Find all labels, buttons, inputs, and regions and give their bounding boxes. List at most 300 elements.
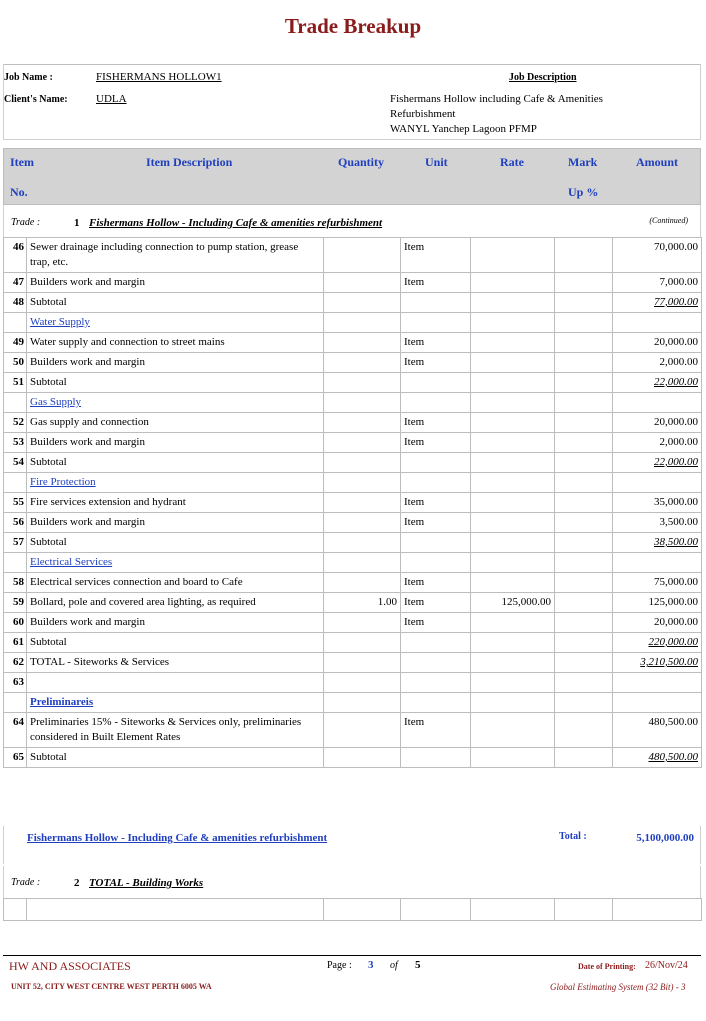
trade-2-bar	[3, 866, 701, 898]
item-markup	[555, 613, 613, 633]
item-amount-text: 7,000.00	[659, 276, 698, 288]
item-description-text: Electrical services connection and board to Cafe	[30, 576, 243, 588]
item-description-text: Gas supply and connection	[30, 416, 149, 428]
item-number	[4, 453, 27, 473]
item-quantity	[324, 653, 401, 673]
header-no: No.	[10, 185, 28, 199]
trade-label: Trade :	[11, 217, 41, 228]
item-description-text: Gas Supply	[30, 396, 82, 408]
footer-page-number: 3	[368, 959, 374, 971]
item-number	[4, 473, 27, 493]
item-markup	[555, 513, 613, 533]
item-number-text: 58	[13, 576, 24, 588]
item-unit-text: Item	[404, 576, 425, 588]
item-number-text: 46	[13, 241, 24, 253]
item-markup	[555, 433, 613, 453]
table-row	[4, 533, 702, 553]
item-unit-text: Item	[404, 416, 425, 428]
item-markup	[555, 473, 613, 493]
item-description	[27, 653, 324, 673]
item-amount	[613, 513, 702, 533]
item-quantity	[324, 293, 401, 313]
item-markup	[555, 293, 613, 313]
item-markup	[555, 653, 613, 673]
item-description	[27, 238, 324, 273]
item-rate-text: 125,000.00	[501, 596, 551, 608]
item-number-text: 47	[13, 276, 24, 288]
item-unit	[401, 273, 471, 293]
item-quantity	[324, 613, 401, 633]
item-number-text: 57	[13, 536, 24, 548]
item-amount-text: 3,500.00	[659, 516, 698, 528]
item-quantity	[324, 553, 401, 573]
table-row	[4, 473, 702, 493]
item-description-text: Water Supply	[30, 316, 90, 328]
item-amount	[613, 633, 702, 653]
item-description-text: Subtotal	[30, 636, 67, 648]
item-description	[27, 353, 324, 373]
item-rate	[471, 533, 555, 553]
table-row	[4, 693, 702, 713]
item-amount-text: 480,500.00	[648, 716, 698, 728]
item-amount	[613, 553, 702, 573]
item-number-text: 63	[13, 676, 24, 688]
item-description	[27, 333, 324, 353]
item-description	[27, 533, 324, 553]
header-description: Item Description	[146, 155, 233, 169]
item-amount-text: 70,000.00	[654, 241, 698, 253]
item-amount-text: 20,000.00	[654, 616, 698, 628]
item-description-text: Subtotal	[30, 751, 67, 763]
item-description-text: Subtotal	[30, 456, 67, 468]
item-unit	[401, 313, 471, 333]
item-quantity	[324, 373, 401, 393]
item-markup	[555, 333, 613, 353]
item-unit	[401, 533, 471, 553]
item-description-text: Preliminareis	[30, 696, 94, 708]
item-rate	[471, 593, 555, 613]
item-amount-text: 22,000.00	[654, 376, 698, 388]
item-amount	[613, 413, 702, 433]
item-number	[4, 333, 27, 353]
item-unit	[401, 513, 471, 533]
table-row	[4, 633, 702, 653]
item-unit	[401, 238, 471, 273]
item-amount	[613, 313, 702, 333]
item-markup	[555, 493, 613, 513]
item-markup	[555, 748, 613, 768]
item-markup	[555, 533, 613, 553]
item-amount-text: 3,210,500.00	[640, 656, 698, 668]
item-number	[4, 673, 27, 693]
item-number	[4, 293, 27, 313]
item-number	[4, 353, 27, 373]
item-rate	[471, 273, 555, 293]
item-rate	[471, 313, 555, 333]
job-description-line: Refurbishment	[390, 108, 456, 120]
item-unit	[401, 653, 471, 673]
item-rate	[471, 353, 555, 373]
footer-page-label: Page :	[327, 960, 352, 971]
table-row	[4, 313, 702, 333]
item-description	[27, 748, 324, 768]
item-rate	[471, 333, 555, 353]
trade-number: 2	[74, 877, 80, 889]
item-number-text: 64	[13, 716, 24, 728]
item-number-text: 53	[13, 436, 24, 448]
item-unit	[401, 353, 471, 373]
item-amount	[613, 353, 702, 373]
item-quantity	[324, 573, 401, 593]
table-row	[4, 393, 702, 413]
item-number-text: 65	[13, 751, 24, 763]
trade-total-row	[3, 826, 701, 864]
job-name-label: Job Name :	[4, 72, 53, 83]
item-markup	[555, 693, 613, 713]
item-rate	[471, 493, 555, 513]
item-number	[4, 553, 27, 573]
item-amount-text: 20,000.00	[654, 416, 698, 428]
item-rate	[471, 633, 555, 653]
header-markup: Up %	[568, 185, 599, 199]
item-unit	[401, 493, 471, 513]
item-rate	[471, 673, 555, 693]
item-unit	[401, 393, 471, 413]
job-info-box	[3, 64, 701, 140]
item-description-text: Preliminaries 15% - Siteworks & Services only, preliminaries considered in Built Element Rates	[30, 716, 302, 743]
item-amount	[613, 693, 702, 713]
item-unit	[401, 413, 471, 433]
item-rate	[471, 393, 555, 413]
item-unit-text: Item	[404, 716, 425, 728]
item-description	[27, 273, 324, 293]
item-number-text: 51	[13, 376, 24, 388]
item-number	[4, 573, 27, 593]
table-row	[4, 333, 702, 353]
item-unit	[401, 373, 471, 393]
header-rate: Rate	[500, 155, 524, 169]
item-quantity	[324, 238, 401, 273]
item-amount-text: 2,000.00	[659, 356, 698, 368]
item-number	[4, 533, 27, 553]
item-description	[27, 613, 324, 633]
table-row	[4, 453, 702, 473]
item-description	[27, 293, 324, 313]
item-number	[4, 313, 27, 333]
item-quantity	[324, 413, 401, 433]
item-rate	[471, 293, 555, 313]
item-unit	[401, 293, 471, 313]
table-row	[4, 593, 702, 613]
item-number-text: 49	[13, 336, 24, 348]
item-number	[4, 433, 27, 453]
item-number	[4, 513, 27, 533]
item-amount-text: 220,000.00	[648, 636, 698, 648]
item-quantity	[324, 393, 401, 413]
item-markup	[555, 633, 613, 653]
job-description-line: WANYL Yanchep Lagoon PFMP	[390, 123, 537, 135]
item-amount	[613, 238, 702, 273]
item-markup	[555, 393, 613, 413]
header-mark: Mark	[568, 155, 598, 169]
item-number	[4, 413, 27, 433]
item-amount	[613, 473, 702, 493]
item-amount	[613, 673, 702, 693]
table-row	[4, 573, 702, 593]
table-row	[4, 553, 702, 573]
item-rate	[471, 693, 555, 713]
table-row	[4, 413, 702, 433]
item-unit-text: Item	[404, 616, 425, 628]
item-amount	[613, 573, 702, 593]
footer-of: of	[390, 960, 398, 971]
item-rate	[471, 653, 555, 673]
item-markup	[555, 593, 613, 613]
page-title: Trade Breakup	[284, 14, 422, 38]
item-amount-text: 480,500.00	[648, 751, 698, 763]
trade-2-table	[3, 898, 702, 921]
item-unit	[401, 748, 471, 768]
item-markup	[555, 553, 613, 573]
item-quantity	[324, 333, 401, 353]
item-number	[4, 633, 27, 653]
item-quantity	[324, 513, 401, 533]
item-number-text: 59	[13, 596, 24, 608]
footer-divider	[3, 955, 701, 956]
item-amount-text: 125,000.00	[648, 596, 698, 608]
item-description	[27, 513, 324, 533]
header-unit: Unit	[425, 155, 448, 169]
item-number-text: 55	[13, 496, 24, 508]
item-rate	[471, 238, 555, 273]
item-description	[27, 493, 324, 513]
item-number	[4, 238, 27, 273]
item-amount	[613, 493, 702, 513]
item-amount	[613, 713, 702, 748]
item-amount-text: 2,000.00	[659, 436, 698, 448]
item-number	[4, 693, 27, 713]
item-description-text: Subtotal	[30, 296, 67, 308]
item-description	[27, 693, 324, 713]
item-quantity	[324, 673, 401, 693]
item-number	[4, 748, 27, 768]
item-markup	[555, 353, 613, 373]
item-number	[4, 493, 27, 513]
footer-system: Global Estimating System (32 Bit) - 3	[550, 982, 686, 992]
table-row	[4, 748, 702, 768]
item-amount-text: 38,500.00	[654, 536, 698, 548]
item-markup	[555, 373, 613, 393]
item-amount-text: 75,000.00	[654, 576, 698, 588]
item-number-text: 48	[13, 296, 24, 308]
table-row	[4, 713, 702, 748]
item-quantity	[324, 453, 401, 473]
table-row	[4, 673, 702, 693]
item-unit	[401, 593, 471, 613]
item-unit-text: Item	[404, 516, 425, 528]
footer-company: HW AND ASSOCIATES	[9, 959, 131, 973]
item-quantity	[324, 693, 401, 713]
item-description-text: Builders work and margin	[30, 516, 145, 528]
item-description-text: Fire Protection	[30, 476, 96, 488]
item-description-text: Subtotal	[30, 376, 67, 388]
item-description-text: Bollard, pole and covered area lighting, as required	[30, 596, 256, 608]
item-rate	[471, 373, 555, 393]
item-unit	[401, 553, 471, 573]
item-number	[4, 613, 27, 633]
item-number	[4, 273, 27, 293]
item-description	[27, 433, 324, 453]
item-number-text: 60	[13, 616, 24, 628]
item-number-text: 54	[13, 456, 24, 468]
item-markup	[555, 238, 613, 273]
item-description-text: Sewer drainage including connection to pump station, grease trap, etc.	[30, 241, 299, 268]
item-amount	[613, 293, 702, 313]
item-number	[4, 653, 27, 673]
item-quantity	[324, 493, 401, 513]
item-rate	[471, 473, 555, 493]
footer-address: UNIT 52, CITY WEST CENTRE WEST PERTH 6005 WA	[11, 982, 212, 991]
item-description	[27, 573, 324, 593]
item-unit	[401, 693, 471, 713]
item-rate	[471, 573, 555, 593]
trade-1-bar	[3, 205, 701, 237]
item-rate	[471, 413, 555, 433]
table-header	[3, 148, 701, 205]
item-quantity	[324, 353, 401, 373]
client-name-label: Client's Name:	[4, 94, 68, 105]
item-quantity	[324, 533, 401, 553]
table-row	[4, 273, 702, 293]
item-description-text: Builders work and margin	[30, 436, 145, 448]
item-markup	[555, 713, 613, 748]
item-amount	[613, 653, 702, 673]
footer-date-label: Date of Printing:	[578, 962, 636, 971]
item-quantity	[324, 313, 401, 333]
table-row	[4, 899, 702, 921]
header-item: Item	[10, 155, 34, 169]
item-rate	[471, 748, 555, 768]
item-rate	[471, 513, 555, 533]
item-unit	[401, 333, 471, 353]
item-rate	[471, 553, 555, 573]
trade-items-table	[3, 237, 702, 768]
item-rate	[471, 453, 555, 473]
item-description	[27, 413, 324, 433]
item-rate	[471, 613, 555, 633]
item-amount-text: 35,000.00	[654, 496, 698, 508]
item-description	[27, 473, 324, 493]
job-description-label: Job Description	[509, 72, 577, 83]
table-row	[4, 613, 702, 633]
item-number	[4, 593, 27, 613]
item-unit	[401, 573, 471, 593]
item-unit	[401, 673, 471, 693]
trade-total-name: Fishermans Hollow - Including Cafe & amenities refurbishment	[27, 832, 328, 844]
item-unit	[401, 713, 471, 748]
item-unit	[401, 633, 471, 653]
item-description-text: Builders work and margin	[30, 276, 145, 288]
table-row	[4, 238, 702, 273]
job-description-line: Fishermans Hollow including Cafe & Amenities	[390, 93, 603, 105]
item-markup	[555, 573, 613, 593]
item-amount	[613, 533, 702, 553]
table-row	[4, 493, 702, 513]
item-description	[27, 713, 324, 748]
item-amount	[613, 273, 702, 293]
trade-title: TOTAL - Building Works	[89, 877, 204, 889]
item-description-text: Fire services extension and hydrant	[30, 496, 186, 508]
table-row	[4, 433, 702, 453]
item-quantity	[324, 273, 401, 293]
item-description-text: Builders work and margin	[30, 356, 145, 368]
item-quantity	[324, 593, 401, 613]
item-description	[27, 553, 324, 573]
item-unit	[401, 433, 471, 453]
item-markup	[555, 273, 613, 293]
trade-title: Fishermans Hollow - Including Cafe & amenities refurbishment	[89, 217, 383, 229]
trade-total-label: Total :	[559, 831, 587, 842]
table-row	[4, 653, 702, 673]
item-quantity	[324, 433, 401, 453]
item-number-text: 50	[13, 356, 24, 368]
item-description	[27, 673, 324, 693]
item-quantity	[324, 633, 401, 653]
trade-total-value: 5,100,000.00	[636, 832, 694, 844]
item-number-text: 56	[13, 516, 24, 528]
header-amount: Amount	[636, 155, 679, 169]
item-amount-text: 77,000.00	[654, 296, 698, 308]
item-amount	[613, 453, 702, 473]
item-unit-text: Item	[404, 496, 425, 508]
item-number	[4, 713, 27, 748]
item-amount	[613, 433, 702, 453]
item-description-text: Builders work and margin	[30, 616, 145, 628]
item-unit-text: Item	[404, 356, 425, 368]
item-description-text: Subtotal	[30, 536, 67, 548]
item-description	[27, 373, 324, 393]
continued-note: (Continued)	[649, 216, 688, 225]
item-description	[27, 453, 324, 473]
item-unit-text: Item	[404, 276, 425, 288]
item-amount-text: 22,000.00	[654, 456, 698, 468]
item-amount	[613, 373, 702, 393]
item-unit	[401, 453, 471, 473]
item-quantity-text: 1.00	[377, 596, 397, 608]
item-quantity	[324, 713, 401, 748]
item-amount	[613, 748, 702, 768]
item-description	[27, 593, 324, 613]
footer-date: 26/Nov/24	[645, 960, 688, 971]
item-quantity	[324, 473, 401, 493]
item-markup	[555, 673, 613, 693]
table-row	[4, 353, 702, 373]
item-rate	[471, 433, 555, 453]
item-description	[27, 393, 324, 413]
item-number-text: 52	[13, 416, 24, 428]
item-unit-text: Item	[404, 241, 425, 253]
trade-label: Trade :	[11, 877, 41, 888]
item-rate	[471, 713, 555, 748]
item-description-text: TOTAL - Siteworks & Services	[30, 656, 170, 668]
item-number-text: 61	[13, 636, 24, 648]
trade-number: 1	[74, 217, 80, 229]
footer-page-total: 5	[415, 959, 421, 971]
item-markup	[555, 413, 613, 433]
item-description-text: Water supply and connection to street mains	[30, 336, 225, 348]
item-description	[27, 313, 324, 333]
item-amount	[613, 333, 702, 353]
